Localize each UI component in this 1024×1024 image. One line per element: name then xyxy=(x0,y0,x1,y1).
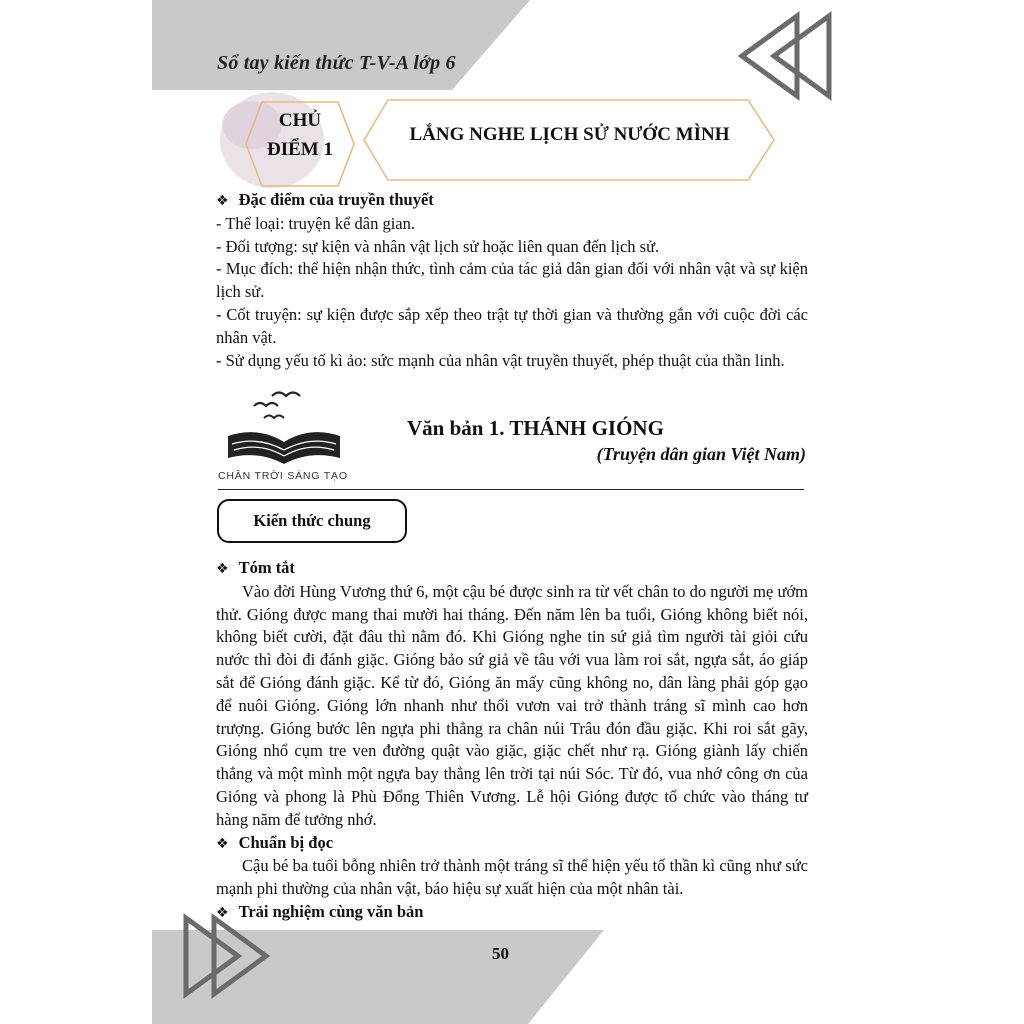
open-book-birds-icon xyxy=(228,393,340,465)
diamond-bullet-icon: ❖ xyxy=(216,904,229,921)
theme-label xyxy=(250,106,350,164)
theme-title: LẮNG NGHE LỊCH SỬ NƯỚC MÌNH xyxy=(409,124,730,145)
theme-label-line2: ĐIỂM 1 xyxy=(267,139,333,160)
diamond-bullet-icon: ❖ xyxy=(216,193,229,209)
characteristic-item: - Sử dụng yếu tố kì ảo: sức mạnh của nhân vật truyền thuyết, phép thuật của thần linh. xyxy=(216,350,785,370)
divider xyxy=(218,489,804,490)
general-knowledge-label: Kiến thức chung xyxy=(217,499,407,543)
summary-section xyxy=(216,557,808,925)
characteristic-item: - Cốt truyện: sự kiện được sắp xếp theo trật tự thời gian và thường gắn với cuộc đời các nhân vật. xyxy=(216,304,808,347)
diamond-bullet-icon: ❖ xyxy=(216,835,229,852)
characteristics-heading: ❖ Đặc điểm của truyền thuyết xyxy=(216,190,434,209)
summary-heading: ❖ Tóm tắt xyxy=(216,558,295,577)
preparation-body: Cậu bé ba tuổi bỗng nhiên trở thành một tráng sĩ thể hiện yếu tố thần kì cũng như sức mạnh phi thường của nhân vật, báo hiệu sự xuất hiện của một nhân tài. xyxy=(216,856,808,899)
characteristic-item: - Thể loại: truyện kể dân gian. xyxy=(216,213,416,233)
page-number: 50 xyxy=(492,944,509,963)
summary-body: Vào đời Hùng Vương thứ 6, một cậu bé được sinh ra từ vết chân to do người mẹ ướm thử. Gióng được mang thai mười hai tháng. Đến năm lên ba tuổi, Gióng không biết nói, không biết cười, đặt đâu thì nằm đó. Khi Gióng nghe tin sứ giả tìm người tài giỏi cứu nước thì đòi đi đánh giặc. Gióng bảo sứ giả về tâu với vua làm roi sắt, ngựa sắt, áo giáp sắt để Gióng đánh giặc. Kể từ đó, Gióng ăn mấy cũng không no, dân làng phải góp gạo để nuôi Gióng. Gióng lớn nhanh như thổi vươn vai trở thành tráng sĩ mình cao hơn trượng. Gióng bước lên ngựa phi thẳng ra chân núi Trâu đón đầu giặc. Khi roi sắt gãy, Gióng nhổ cụm tre ven đường quật vào giặc, giặc chết như rạ. Gióng giành lấy chiến thắng và một mình một ngựa bay thẳng lên trời tại núi Sóc. Từ đó, vua nhớ công ơn của Gióng và phong là Phù Đổng Thiên Vương. Lễ hội Gióng được tổ chức vào tháng tư hàng năm để tưởng nhớ. xyxy=(216,581,808,829)
text-title: Văn bản 1. THÁNH GIÓNG xyxy=(407,416,664,440)
preparation-heading: ❖ Chuẩn bị đọc xyxy=(216,832,334,852)
characteristics-section xyxy=(216,189,808,372)
characteristic-item: - Mục đích: thể hiện nhận thức, tình cảm của tác giả dân gian đối với nhân vật và sự kiện lịch sử. xyxy=(216,259,808,302)
diamond-bullet-icon: ❖ xyxy=(216,561,229,577)
characteristic-item: - Đối tượng: sự kiện và nhân vật lịch sử hoặc liên quan đến lịch sử. xyxy=(216,236,660,256)
brand-logo-text: CHÂN TRỜI SÁNG TẠO xyxy=(218,470,348,482)
theme-label-line1: CHỦ xyxy=(278,110,322,131)
header-band xyxy=(152,0,530,90)
rewind-chevrons-icon xyxy=(742,16,829,96)
document-page xyxy=(152,0,872,1024)
experience-heading: ❖ Trải nghiệm cùng văn bản xyxy=(216,901,424,921)
text-subtitle: (Truyện dân gian Việt Nam) xyxy=(596,444,806,464)
book-title: Sổ tay kiến thức T-V-A lớp 6 xyxy=(217,52,456,74)
